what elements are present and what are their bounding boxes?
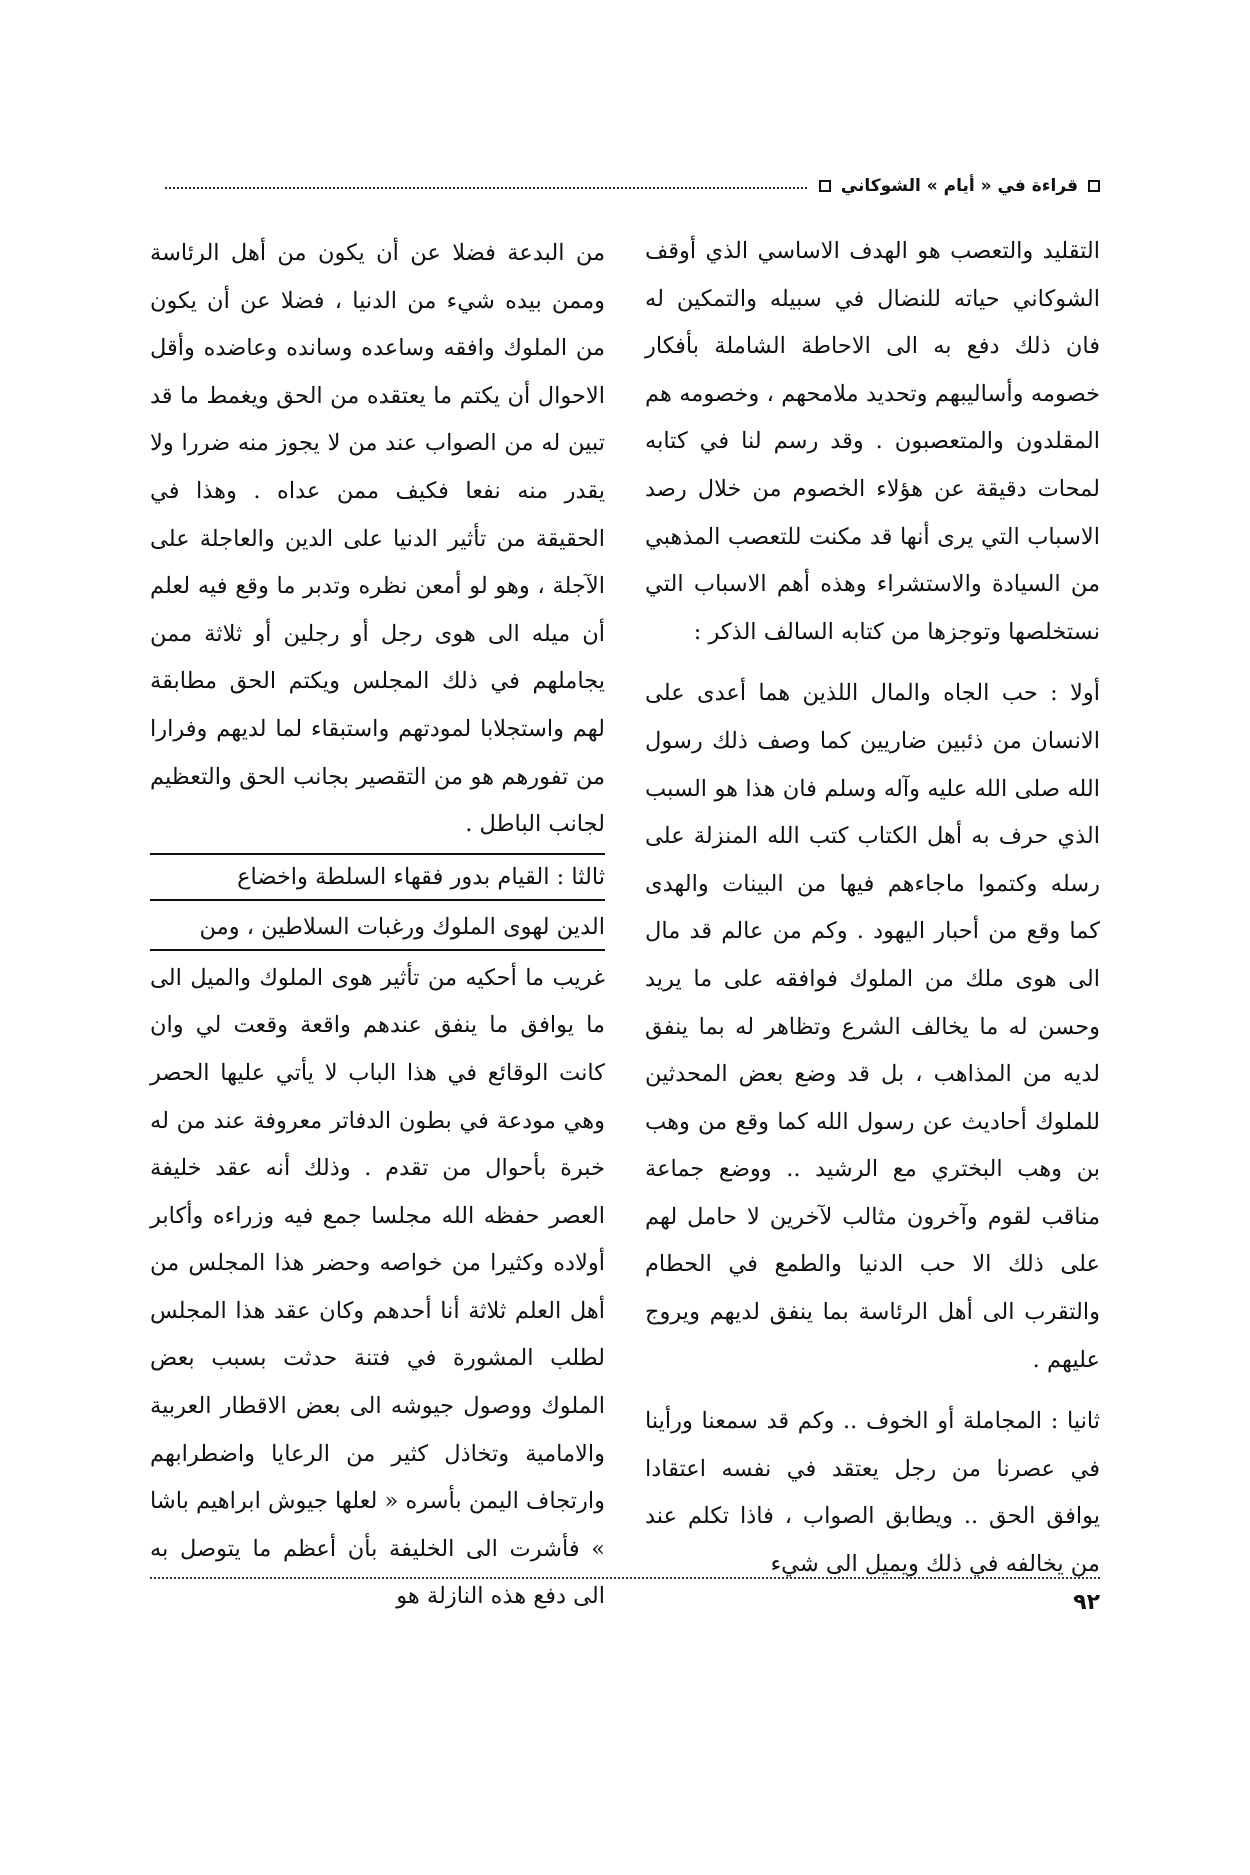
third-reason-paragraph: غريب ما أحكيه من تأثير هوى الملوك والميل الى ما يوافق ما ينفق عندهم واقعة وقعت لي وان كانت الوقائع في هذا الباب لا يأتي عليها الحصر وهي مودعة في بطون الدفاتر معروفة عند من له خبرة بأحوال من تقدم . وذلك أنه عقد خليفة العصر حفظه الله مجلسا جمع فيه وزراءه وأكابر أولاده وكثيرا من خواصه وحضر هذا المجلس من أهل العلم ثلاثة أنا أحدهم وكان عقد هذا المجلس لطلب المشورة في فتنة حدثت بسبب بعض الملوك ووصول جيوشه الى بعض الاقطار العربية والامامية وتخاذل كثير من الرعايا واضطرابهم وارتجاف اليمن بأسره « لعلها جيوش ابراهيم باشا » فأشرت الى الخليفة بأن أعظم ما يتوصل به الى دفع هذه النازلة هو bbox=[150, 964, 605, 1610]
header-box-icon bbox=[819, 180, 831, 192]
running-header bbox=[165, 170, 1100, 202]
footer-dotted-rule bbox=[150, 1577, 1100, 1579]
header-dotted-rule bbox=[165, 187, 807, 189]
third-heading-line-2: الدين لهوى الملوك ورغبات السلاطين ، ومن bbox=[199, 913, 605, 940]
header-box-icon bbox=[1088, 180, 1100, 192]
paragraph-gap bbox=[645, 656, 1100, 670]
third-reason-heading bbox=[150, 853, 605, 901]
continuation-paragraph: من البدعة فضلا عن أن يكون من أهل الرئاسة وممن بيده شيء من الدنيا ، فضلا عن أن يكون من الملوك وافقه وساعده وسانده وعاضده وأقل الاحوال أن يكتم ما يعتقده من الحق ويغمط ما قد تبين له من الصواب عند من لا يجوز منه ضررا ولا يقدر منه نفعا فكيف ممن عداه . وهذا في الحقيقة من تأثير الدنيا على الدين والعاجلة على الآجلة ، وهو لو أمعن نظره وتدبر ما وقع فيه لعلم أن ميله الى هوى رجل أو رجلين أو ثلاثة ممن يجاملهم في ذلك المجلس ويكتم الحق مطابقة لهم واستجلابا لمودتهم واستبقاء لما لديهم وفرارا من تفورهم هو من التقصير بجانب الحق والتعظيم لجانب الباطل . bbox=[150, 240, 605, 838]
page-number: ٩٢ bbox=[1073, 1590, 1100, 1615]
third-heading-rule bbox=[150, 905, 605, 951]
intro-paragraph: التقليد والتعصب هو الهدف الاساسي الذي أوقف الشوكاني حياته للنضال في سبيله والتمكين له فان ذلك دفع به الى الاحاطة الشاملة بأفكار خصومه وأساليبهم وتحديد ملامحهم ، وخصومه هم المقلدون والمتعصبون . وقد رسم لنا في كتابه لمحات دقيقة عن هؤلاء الخصوم من خلال رصد الاسباب التي يرى أنها قد مكنت للتعصب المذهبي من السيادة والاستشراء وهذه أهم الاسباب التي نستخلصها وتوجزها من كتابه السالف الذكر : bbox=[645, 238, 1100, 645]
left-column bbox=[150, 230, 605, 1621]
first-reason-paragraph: أولا : حب الجاه والمال اللذين هما أعدى على الانسان من ذئبين ضاريين كما وصف ذلك رسول الله صلى الله عليه وآله وسلم فان هذا هو السبب الذي حرف به أهل الكتاب كتب الله المنزلة على رسله وكتموا ماجاءهم فيها من البينات والهدى كما وقع من أحبار اليهود . وكم من عالم قد مال الى هوى ملك من الملوك فوافقه على ما يريد وحسن له ما يخالف الشرع وتظاهر له بما ينفق لديه من المذاهب ، بل قد وضع بعض المحدثين للملوك أحاديث عن رسول الله كما وقع من وهب بن وهب البختري مع الرشيد .. ووضع جماعة مناقب لقوم وآخرون مثالب لآخرين لا حامل لهم على ذلك الا حب الدنيا والطمع في الحطام والتقرب الى أهل الرئاسة بما ينفق لديهم ويروج عليهم . bbox=[645, 680, 1100, 1373]
running-header-title: قراءة في « أيام » الشوكاني bbox=[840, 176, 1078, 196]
right-column bbox=[645, 228, 1100, 1589]
third-heading-line-1: ثالثا : القيام بدور فقهاء السلطة واخضاع bbox=[237, 863, 605, 890]
paragraph-gap bbox=[645, 1384, 1100, 1398]
second-reason-paragraph: ثانيا : المجاملة أو الخوف .. وكم قد سمعنا ورأينا في عصرنا من رجل يعتقد في نفسه اعتقادا يوافق الحق .. ويطابق الصواب ، فاذا تكلم عند من يخالفه في ذلك ويميل الى شيء bbox=[645, 1408, 1100, 1578]
